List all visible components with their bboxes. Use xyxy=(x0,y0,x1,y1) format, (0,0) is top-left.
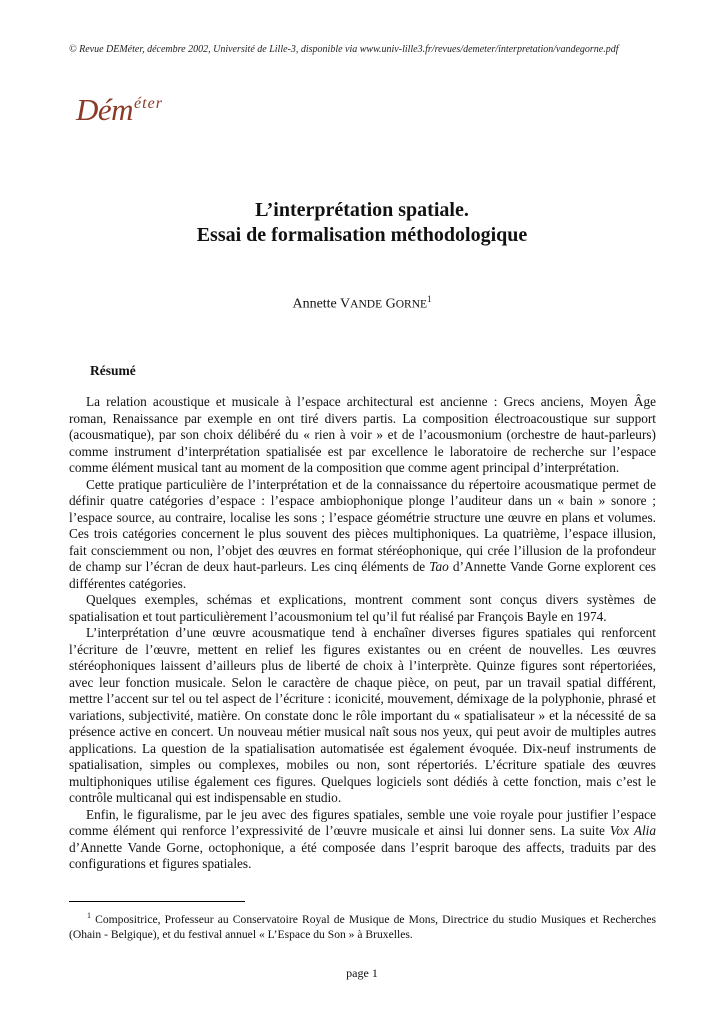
abstract-paragraph-3: Quelques exemples, schémas et explications, montrent comment sont conçus divers systèmes de spatialisation et tout particulièrement l’acousmonium tel qu’il fut réalisé par François Bayle en 1974. xyxy=(69,592,656,624)
footnote-1 xyxy=(69,908,656,942)
logo-superscript-text: éter xyxy=(134,95,163,112)
demeter-logo xyxy=(76,92,163,132)
paragraph-5-tail: d’Annette Vande Gorne, octophonique, a été composée dans l’esprit baroque des affects, traduits par des configurations et figures spatiales. xyxy=(69,839,656,871)
footnote-text: Compositrice, Professeur au Conservatoire Royal de Musique de Mons, Directrice du studio Musiques et Recherches (Ohain - Belgique), et du festival annuel « L’Espace du Son » à Bruxelles. xyxy=(69,912,656,941)
article-title xyxy=(0,198,724,248)
header-citation: © Revue DEMéter, décembre 2002, Université de Lille-3, disponible via www.univ-lille3.fr/revues/demeter/interpretation/vandegorne.pdf xyxy=(69,44,619,55)
author-first-name: Annette xyxy=(292,296,341,312)
paragraph-2-italic-tao: Tao xyxy=(429,559,449,574)
abstract-paragraph-4: L’interprétation d’une œuvre acousmatique tend à enchaîner diverses figures spatiales qui renforcent l’écriture de l’œuvre, mettent en relief les figures existantes ou en créent de nouvelles. Les œuvres stéréophoniques laissent d’ailleurs plus de liberté de choix à l’interprète. Quinze figures sont répertoriées, avec leur fonction musicale. Selon le caractère de chaque pièce, on peut, par un travail spatial différent, mettre l’accent sur tel ou tel aspect de l’écriture : iconicité, mouvement, démixage de la polyphonie, phrasé et variations, subjectivité, matière. On constate donc le rôle important du « spatialisateur » et la nécessité de sa présence active en concert. Un nouveau métier musical naît sous nos yeux, qui peut avoir de multiples autres applications. La question de la spatialisation automatisée est également évoquée. Dix-neuf instruments de spatialisation, simples ou complexes, mobiles ou non, sont répertoriés. L’écriture spatiale des œuvres multiphoniques utilise également ces figures. Quelques logiciels sont dédiés à cette fonction, mais c’est le contrôle multicanal qui est indispensable en studio. xyxy=(69,625,656,805)
resume-heading: Résumé xyxy=(90,363,136,378)
author-ande: ANDE xyxy=(350,298,383,311)
author-g: G xyxy=(385,296,396,312)
author-orne: ORNE xyxy=(395,298,428,311)
title-line-2: Essai de formalisation méthodologique xyxy=(196,224,528,246)
title-line-1: L’interprétation spatiale. xyxy=(255,199,469,221)
abstract-body xyxy=(69,394,656,873)
author-v: V xyxy=(340,296,351,312)
abstract-paragraph-2 xyxy=(69,477,656,593)
logo-main-text: Dém xyxy=(76,92,134,127)
paragraph-5-text: Enfin, le figuralisme, par le jeu avec des figures spatiales, semble une voie royale pour justifier l’espace comme élément qui renforce l’expressivité de l’œuvre musicale et ainsi lui donner sens. La suite xyxy=(69,806,656,838)
paragraph-2-tail: d’Annette Vande Gorne explorent ces différentes catégories. xyxy=(69,559,656,591)
footnote-separator xyxy=(69,901,245,902)
paragraph-5-italic-vox-alia: Vox Alia xyxy=(609,823,656,838)
footnote-marker: 1 xyxy=(87,911,91,920)
author-line xyxy=(0,294,724,313)
author-footnote-ref: 1 xyxy=(427,294,432,304)
abstract-paragraph-5 xyxy=(69,807,656,873)
abstract-paragraph-1: La relation acoustique et musicale à l’espace architectural est ancienne : Grecs anciens, Moyen Âge roman, Renaissance par exemple en ont tiré divers partis. La composition électroacoustique sur support (acousmatique), par son choix délibéré du « rien à voir » et de l’acousmonium (orchestre de haut-parleurs) comme instrument d’interprétation spatialisée est par excellence le laboratoire de recherche sur l’espace comme élément musical tant au moment de la composition que comme agent principal d’interprétation. xyxy=(69,394,656,475)
page-number: page 1 xyxy=(346,966,378,980)
paragraph-2-text: Cette pratique particulière de l’interprétation et de la connaissance du répertoire acousmatique permet de définir quatre catégories d’espace : l’espace ambiophonique plonge l’auditeur dans un « bain » sonore ; l’espace source, au contraire, localise les sons ; l’espace géométrie structure une œuvre en plans et volumes. Ces trois catégories concernent le plus souvent des pièces multiphoniques. La quatrième, l’espace illusion, fait consciemment ou non, l’objet des œuvres en format stéréophonique, qui crée l’illusion de la profondeur de champ sur l’écran de deux haut-parleurs. Les cinq éléments de xyxy=(69,476,656,574)
